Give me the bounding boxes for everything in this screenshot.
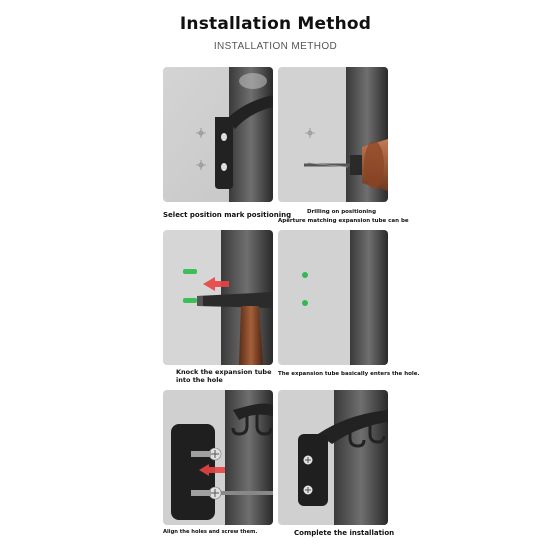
- step-1-caption: Select position mark positioning: [163, 211, 292, 219]
- step-4-image: [278, 230, 388, 365]
- step-4-caption: The expansion tube basically enters the hole.: [278, 371, 420, 377]
- step-5-caption: Align the holes and screw them.: [163, 529, 258, 535]
- step-2-caption-line2: Aperture matching expansion tube can be: [278, 218, 409, 224]
- step-5-image: [163, 390, 273, 525]
- page-subtitle: INSTALLATION METHOD: [213, 41, 338, 52]
- step-1-image: [163, 67, 273, 202]
- step-2-caption-line1: Drilling on positioning: [307, 209, 377, 215]
- step-6-caption: Complete the installation: [294, 529, 395, 537]
- step-2-image: [278, 67, 388, 202]
- step-3-caption-line1: Knock the expansion tube: [176, 368, 272, 376]
- page-title: Installation Method: [179, 14, 372, 34]
- step-3-image: [163, 230, 273, 365]
- step-3-caption-line2: into the hole: [176, 376, 223, 384]
- step-6-image: [278, 390, 388, 525]
